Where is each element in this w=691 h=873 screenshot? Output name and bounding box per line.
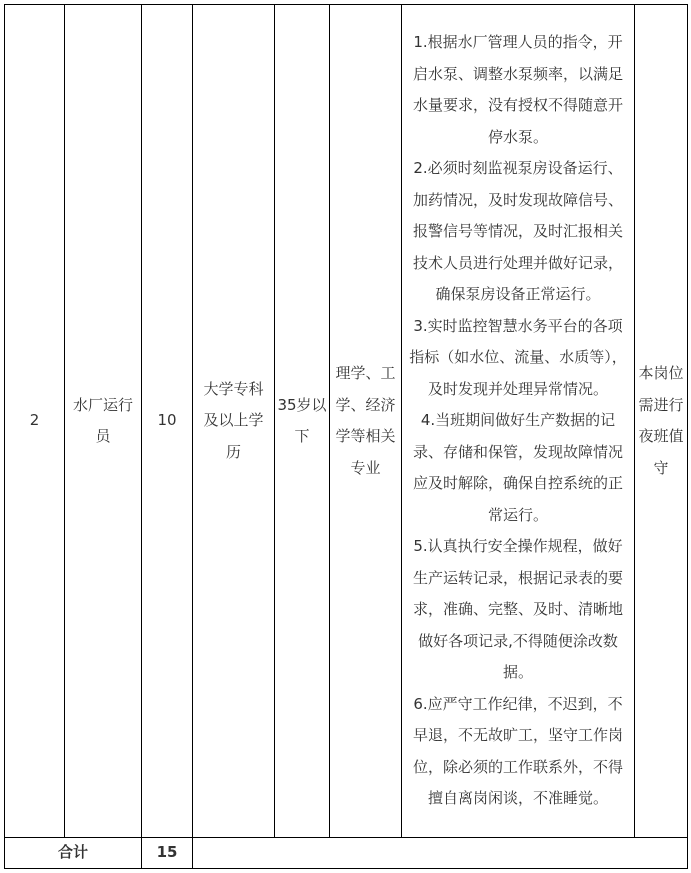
- position-cell: [65, 5, 141, 837]
- table-border-right: [687, 4, 688, 869]
- total-label-cell: [5, 838, 141, 868]
- major-cell: [330, 5, 401, 837]
- duty-item: 3.实时监控智慧水务平台的各项指标（如水位、流量、水质等），及时发现并处理异常情况。: [409, 316, 627, 398]
- position-name: 水厂运行员: [72, 395, 133, 445]
- education-requirement: 大学专科及以上学历: [203, 379, 264, 461]
- total-label: 合计: [57, 843, 88, 862]
- duty-item: 2.必须时刻监视泵房设备运行、加药情况，及时发现故障信号、报警信号等情况，及时汇报相关技术人员进行处理并做好记录，确保泵房设备正常运行。: [412, 159, 623, 304]
- education-cell: [193, 5, 274, 837]
- count-cell: [142, 5, 192, 837]
- age-requirement: 35岁以下: [277, 395, 327, 445]
- duty-item: 4.当班期间做好生产数据的记录、存储和保管，发现故障情况应及时解除，确保自控系统的正常运行。: [412, 411, 623, 524]
- recruitment-table: [4, 4, 688, 869]
- duty-item: 5.认真执行安全操作规程，做好生产运转记录，根据记录表的要求，准确、完整、及时、清晰地做好各项记录,不得随便涂改数据。: [412, 537, 623, 682]
- row-index: 2: [29, 411, 40, 430]
- row-index-cell: [5, 5, 64, 837]
- table-border-bottom: [4, 868, 688, 869]
- major-requirement: 理学、工学、经济学等相关专业: [335, 364, 396, 477]
- total-count-cell: [142, 838, 192, 868]
- total-count: 15: [156, 843, 178, 862]
- duty-item: 1.根据水厂管理人员的指令，开启水泵、调整水泵频率，以满足水量要求，没有授权不得随意开停水泵。: [412, 33, 623, 146]
- remarks-text: 本岗位需进行夜班值守: [638, 364, 684, 477]
- remarks-cell: [635, 5, 687, 837]
- position-count: 10: [157, 411, 177, 430]
- duties-cell: [402, 5, 634, 837]
- duty-item: 6.应严守工作纪律，不迟到，不早退，不无故旷工，坚守工作岗位，除必须的工作联系外，不得擅自离岗闲谈，不准睡觉。: [412, 694, 623, 808]
- age-cell: [275, 5, 329, 837]
- total-empty-cell: [193, 838, 687, 868]
